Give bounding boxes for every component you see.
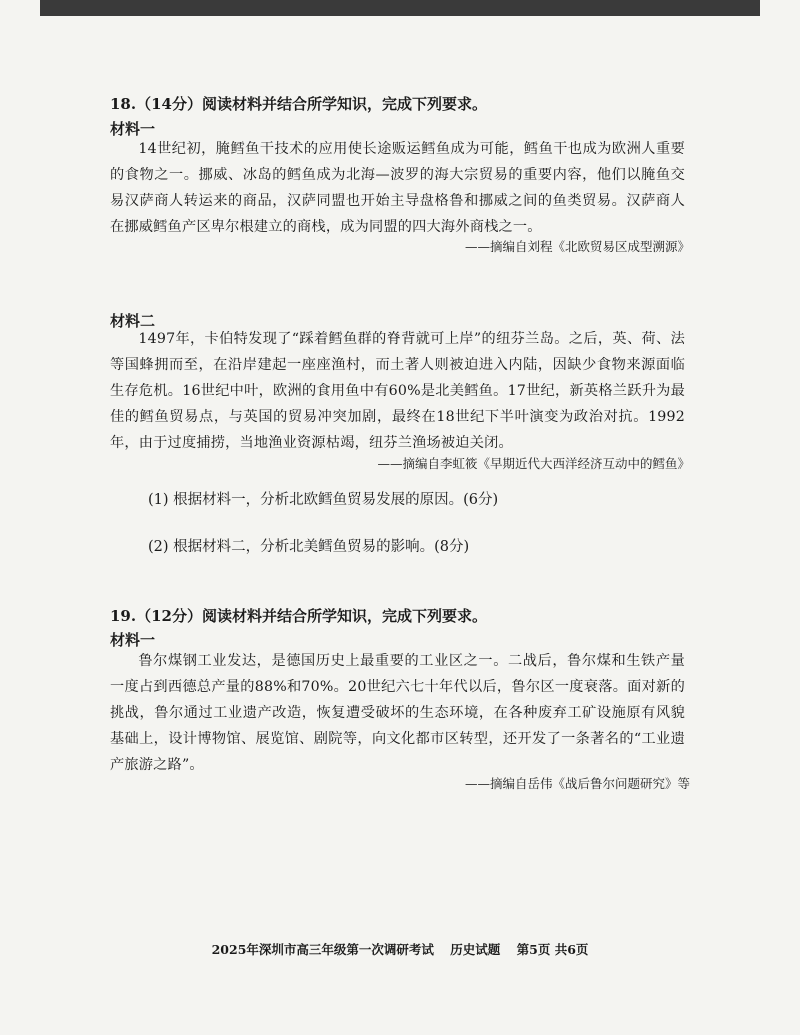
scan-top-edge xyxy=(40,0,760,16)
q19-material1-text: 鲁尔煤钢工业发达，是德国历史上最重要的工业区之一。二战后，鲁尔煤和生铁产量一度占到西德总产量的88%和70%。20世纪六七十年代以后，鲁尔区一度衰落。面对新的挑战，鲁尔通过工业遗产改造，恢复遭受破坏的生态环境，在各种废弃工矿设施原有风貌基础上，设计博物馆、展览馆、剧院等，向文化都市区转型，还开发了一条著名的“工业遗产旅游之路”。 xyxy=(110,653,685,773)
question-19-title: 19.（12分）阅读材料并结合所学知识，完成下列要求。 xyxy=(110,607,487,625)
footer-exam-name: 2025年深圳市高三年级第一次调研考试 xyxy=(211,942,434,957)
q18-material1-label: 材料一 xyxy=(110,120,156,138)
q19-material1-source: ——摘编自岳伟《战后鲁尔问题研究》等 xyxy=(464,776,690,791)
q18-material1-text: 14世纪初，腌鳕鱼干技术的应用使长途贩运鳕鱼成为可能，鳕鱼干也成为欧洲人重要的食物之一。挪威、冰岛的鳕鱼成为北海—波罗的海大宗贸易的重要内容，他们以腌鱼交易汉萨商人转运来的商品，汉萨同盟也开始主导盘格鲁和挪威之间的鱼类贸易。汉萨商人在挪威鳕鱼产区卑尔根建立的商栈，成为同盟的四大海外商栈之一。 xyxy=(110,141,685,235)
q18-material2-label: 材料二 xyxy=(110,312,156,330)
q18-material2-source: ——摘编自李虹筱《早期近代大西洋经济互动中的鳕鱼》 xyxy=(377,456,690,471)
q19-material1-label: 材料一 xyxy=(110,631,156,649)
question-18-title: 18.（14分）阅读材料并结合所学知识，完成下列要求。 xyxy=(110,95,487,113)
q18-material2-text: 1497年，卡伯特发现了“踩着鳕鱼群的脊背就可上岸”的纽芬兰岛。之后，英、荷、法等国蜂拥而至，在沿岸建起一座座渔村，而土著人则被迫进入内陆，因缺少食物来源面临生存危机。16世纪中叶，欧洲的食用鱼中有60%是北美鳕鱼。17世纪，新英格兰跃升为最佳的鳕鱼贸易点，与英国的贸易冲突加剧，最终在18世纪下半叶演变为政治对抗。1992年，由于过度捕捞，当地渔业资源枯竭，纽芬兰渔场被迫关闭。 xyxy=(110,331,685,451)
footer-page-number: 第5页 共6页 xyxy=(516,942,589,957)
q18-material1-source: ——摘编自刘程《北欧贸易区成型溯源》 xyxy=(464,239,690,254)
footer-subject: 历史试题 xyxy=(450,942,501,957)
q18-subquestion-1: (1) 根据材料一，分析北欧鳕鱼贸易发展的原因。(6分) xyxy=(148,492,499,508)
page-footer xyxy=(0,940,800,958)
q18-subquestion-2: (2) 根据材料二，分析北美鳕鱼贸易的影响。(8分) xyxy=(148,539,470,555)
